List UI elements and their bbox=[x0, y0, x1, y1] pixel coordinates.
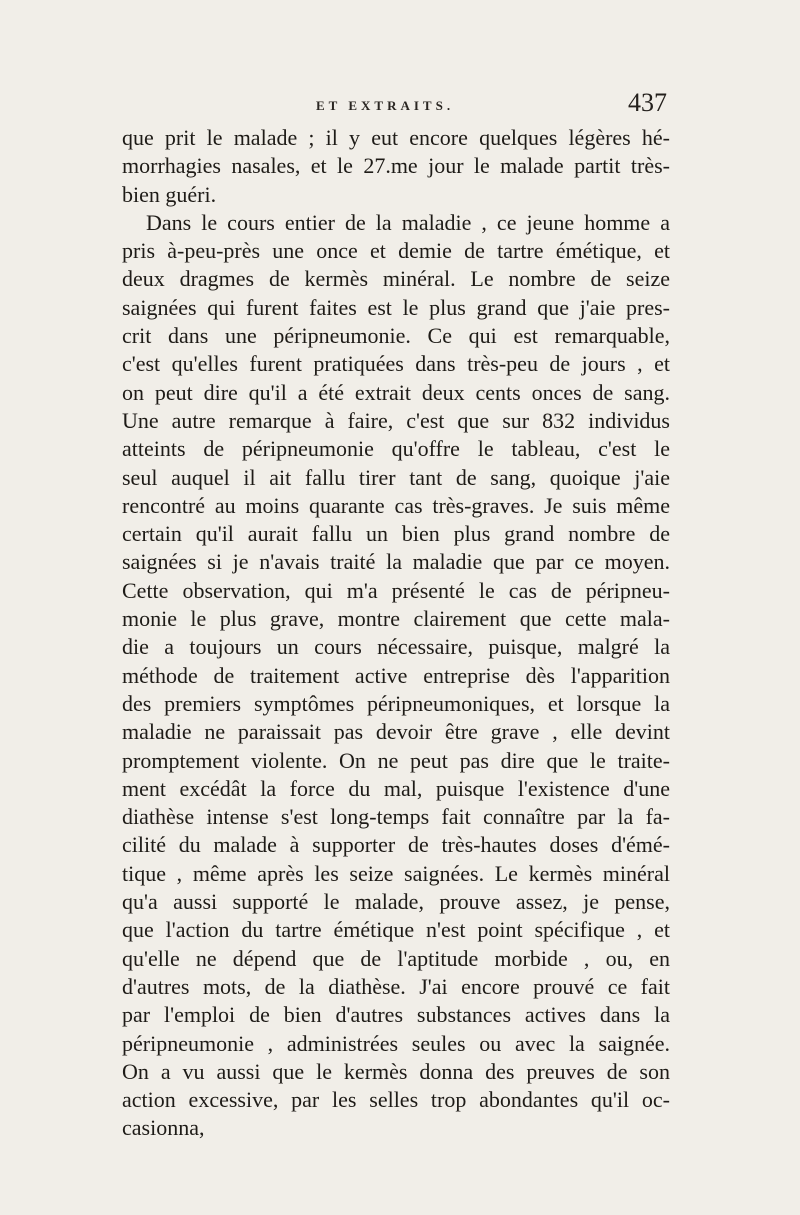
text-line: deux dragmes de kermès minéral. Le nombre de seize bbox=[122, 266, 670, 292]
text-line: Dans le cours entier de la maladie , ce jeune homme a bbox=[146, 209, 670, 235]
text-line: On a vu aussi que le kermès donna des preuves de son bbox=[122, 1058, 670, 1084]
text-line: monie le plus grave, montre clairement que cette mala- bbox=[122, 606, 670, 632]
page-header bbox=[0, 88, 800, 122]
text-line: crit dans une péripneumonie. Ce qui est remarquable, bbox=[122, 323, 670, 349]
text-line: méthode de traitement active entreprise dès l'apparition bbox=[122, 662, 670, 688]
text-line: promptement violente. On ne peut pas dire que le traite- bbox=[122, 747, 670, 773]
running-title: ET EXTRAITS. bbox=[316, 98, 455, 113]
text-line: certain qu'il aurait fallu un bien plus grand nombre de bbox=[122, 521, 670, 547]
text-line: pris à-peu-près une once et demie de tartre émétique, et bbox=[122, 238, 670, 264]
text-line: des premiers symptômes péripneumoniques, et lorsque la bbox=[122, 690, 670, 716]
text-line: saignées qui furent faites est le plus grand que j'aie pres- bbox=[122, 294, 670, 320]
text-line: morrhagies nasales, et le 27.me jour le malade partit très- bbox=[122, 153, 670, 179]
text-line: bien guéri. bbox=[122, 181, 217, 207]
text-line: péripneumonie , administrées seules ou avec la saignée. bbox=[122, 1030, 670, 1056]
text-line: Cette observation, qui m'a présenté le cas de péripneu- bbox=[122, 577, 670, 603]
text-line: casionna, bbox=[122, 1115, 205, 1141]
text-line: qu'elle ne dépend que de l'aptitude morbide , ou, en bbox=[122, 945, 670, 971]
text-line: die a toujours un cours nécessaire, puisque, malgré la bbox=[122, 634, 670, 660]
text-line: cilité du malade à supporter de très-hautes doses d'émé- bbox=[122, 832, 670, 858]
text-line: seul auquel il ait fallu tirer tant de sang, quoique j'aie bbox=[122, 464, 670, 490]
text-line: atteints de péripneumonie qu'offre le tableau, c'est le bbox=[122, 436, 670, 462]
text-line: on peut dire qu'il a été extrait deux cents onces de sang. bbox=[122, 379, 670, 405]
text-line: rencontré au moins quarante cas très-graves. Je suis même bbox=[122, 492, 670, 518]
text-line: que prit le malade ; il y eut encore quelques légères hé- bbox=[122, 125, 670, 150]
text-line: diathèse intense s'est long-temps fait connaître par la fa- bbox=[122, 804, 670, 830]
text-line: c'est qu'elles furent pratiquées dans très-peu de jours , et bbox=[122, 351, 670, 377]
page-number: 437 bbox=[628, 88, 667, 117]
text-line: qu'a aussi supporté le malade, prouve assez, je pense, bbox=[122, 889, 670, 915]
text-line: tique , même après les seize saignées. Le kermès minéral bbox=[122, 860, 670, 886]
text-line: Une autre remarque à faire, c'est que sur 832 individus bbox=[122, 407, 670, 433]
text-line: maladie ne paraissait pas devoir être grave , elle devint bbox=[122, 719, 670, 745]
text-line: d'autres mots, de la diathèse. J'ai encore prouvé ce fait bbox=[122, 973, 670, 999]
text-line: que l'action du tartre émétique n'est point spécifique , et bbox=[122, 917, 670, 943]
text-line: saignées si je n'avais traité la maladie que par ce moyen. bbox=[122, 549, 670, 575]
text-line: par l'emploi de bien d'autres substances actives dans la bbox=[122, 1002, 670, 1028]
body-text bbox=[122, 124, 670, 1143]
text-line: action excessive, par les selles trop abondantes qu'il oc- bbox=[122, 1087, 670, 1113]
text-line: ment excédât la force du mal, puisque l'existence d'une bbox=[122, 775, 670, 801]
